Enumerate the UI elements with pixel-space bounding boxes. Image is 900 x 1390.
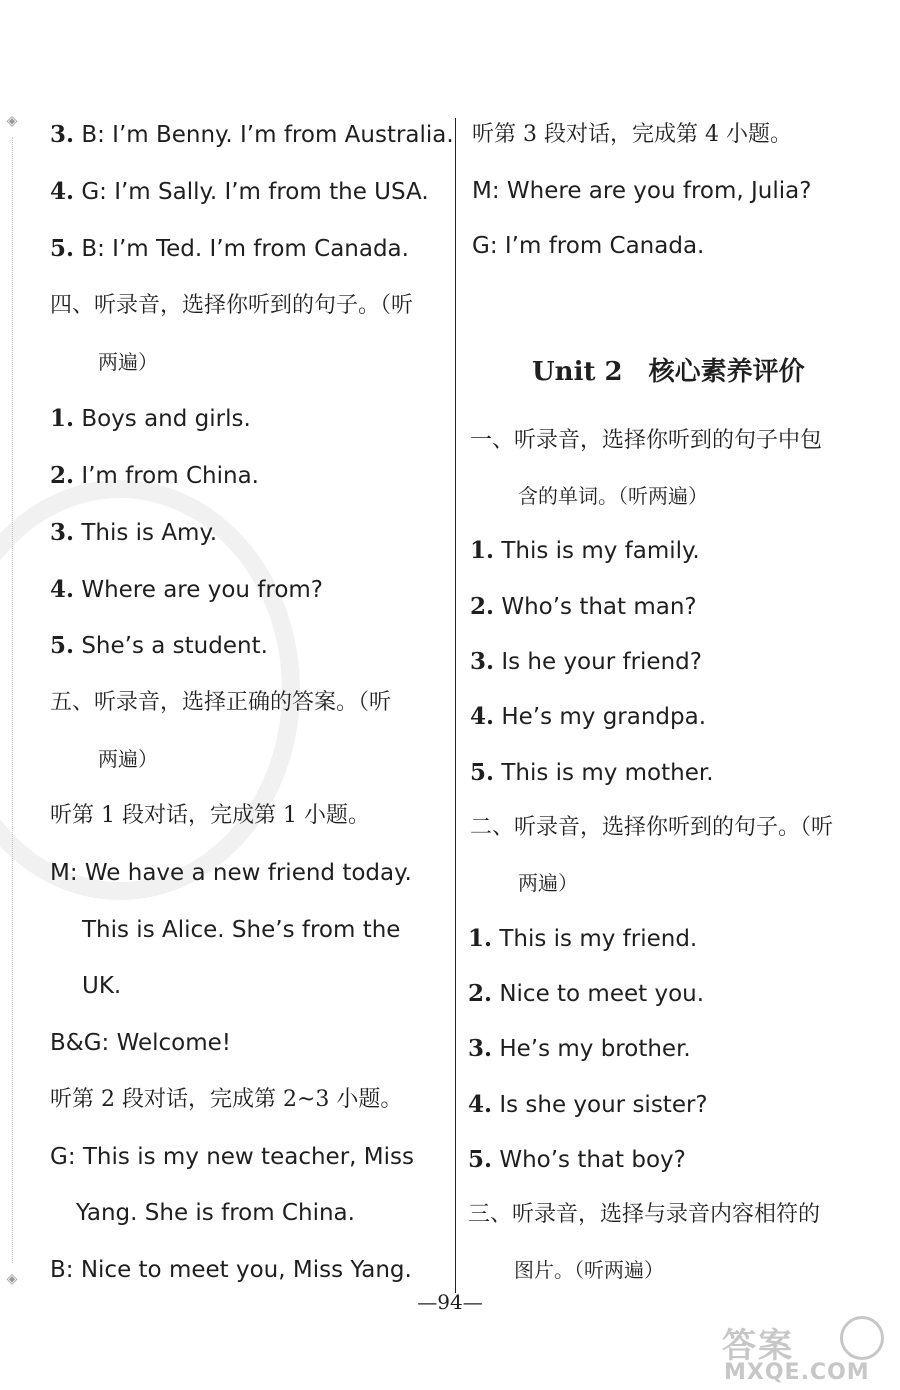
list-item: 4. G: I’m Sally. I’m from the USA.: [50, 178, 429, 205]
section-title-continuation: 两遍）: [98, 747, 158, 771]
list-item: 2. I’m from China.: [50, 462, 259, 489]
binding-margin: [6, 115, 20, 1285]
dialogue-line: G: I’m from Canada.: [472, 233, 705, 259]
dialogue-line: B: Nice to meet you, Miss Yang.: [50, 1257, 412, 1283]
section-title: 三、听录音，选择与录音内容相符的: [468, 1202, 821, 1227]
list-item: 4. He’s my grandpa.: [470, 703, 707, 730]
list-item: 2. Who’s that man?: [470, 593, 697, 620]
dialogue-line: UK.: [82, 973, 122, 999]
unit-label: Unit 2: [532, 357, 623, 387]
list-item: 5. B: I’m Ted. I’m from Canada.: [50, 235, 409, 262]
section-title: 二、听录音，选择你听到的句子。（听: [470, 815, 834, 840]
list-item: 3. This is Amy.: [50, 519, 218, 546]
list-item: 3. B: I’m Benny. I’m from Australia.: [50, 121, 454, 148]
list-item: 4. Is she your sister?: [468, 1091, 708, 1118]
list-item: 5. Who’s that boy?: [468, 1146, 686, 1173]
list-item: 3. Is he your friend?: [470, 648, 702, 675]
section-title-continuation: 图片。（听两遍）: [514, 1258, 664, 1282]
dialogue-line: Yang. She is from China.: [76, 1200, 355, 1226]
binding-dotted-line: [12, 137, 13, 1263]
dialogue-line: M: Where are you from, Julia?: [472, 178, 812, 204]
unit-heading: [532, 356, 805, 388]
list-item: 1. This is my family.: [470, 537, 700, 564]
section-title: 四、听录音，选择你听到的句子。（听: [50, 293, 414, 318]
section-title-continuation: 两遍）: [518, 871, 578, 895]
watermark-logo: [722, 1318, 892, 1384]
dialogue-instruction: 听第 1 段对话，完成第 1 小题。: [50, 803, 370, 828]
dialogue-line: M: We have a new friend today.: [50, 860, 412, 886]
column-divider: [455, 118, 456, 1293]
list-item: 5. This is my mother.: [470, 759, 714, 786]
list-item: 1. This is my friend.: [468, 925, 698, 952]
list-item: 5. She’s a student.: [50, 632, 268, 659]
dialogue-line: B&G: Welcome!: [50, 1030, 232, 1056]
watermark-text: 答案: [722, 1326, 794, 1366]
unit-title: 核心素养评价: [648, 357, 805, 387]
list-item: 4. Where are you from?: [50, 576, 324, 603]
dialogue-instruction: 听第 3 段对话，完成第 4 小题。: [472, 122, 792, 147]
list-item: 1. Boys and girls.: [50, 405, 251, 432]
binding-diamond-icon: ◈: [6, 1271, 18, 1287]
dialogue-instruction: 听第 2 段对话，完成第 2~3 小题。: [50, 1087, 403, 1112]
list-item: 2. Nice to meet you.: [468, 980, 705, 1007]
binding-diamond-icon: ◈: [6, 113, 18, 129]
watermark-url: MXQE.COM: [724, 1360, 870, 1385]
dialogue-line: G: This is my new teacher, Miss: [50, 1144, 414, 1170]
page-number: —94—: [417, 1290, 483, 1314]
section-title-continuation: 两遍）: [98, 350, 158, 374]
section-title: 五、听录音，选择正确的答案。（听: [50, 690, 392, 715]
watermark-badge-icon: [840, 1316, 884, 1360]
section-title-continuation: 含的单词。（听两遍）: [518, 484, 708, 508]
section-title: 一、听录音，选择你听到的句子中包: [470, 428, 823, 453]
dialogue-line: This is Alice. She’s from the: [82, 917, 401, 943]
list-item: 3. He’s my brother.: [468, 1035, 691, 1062]
